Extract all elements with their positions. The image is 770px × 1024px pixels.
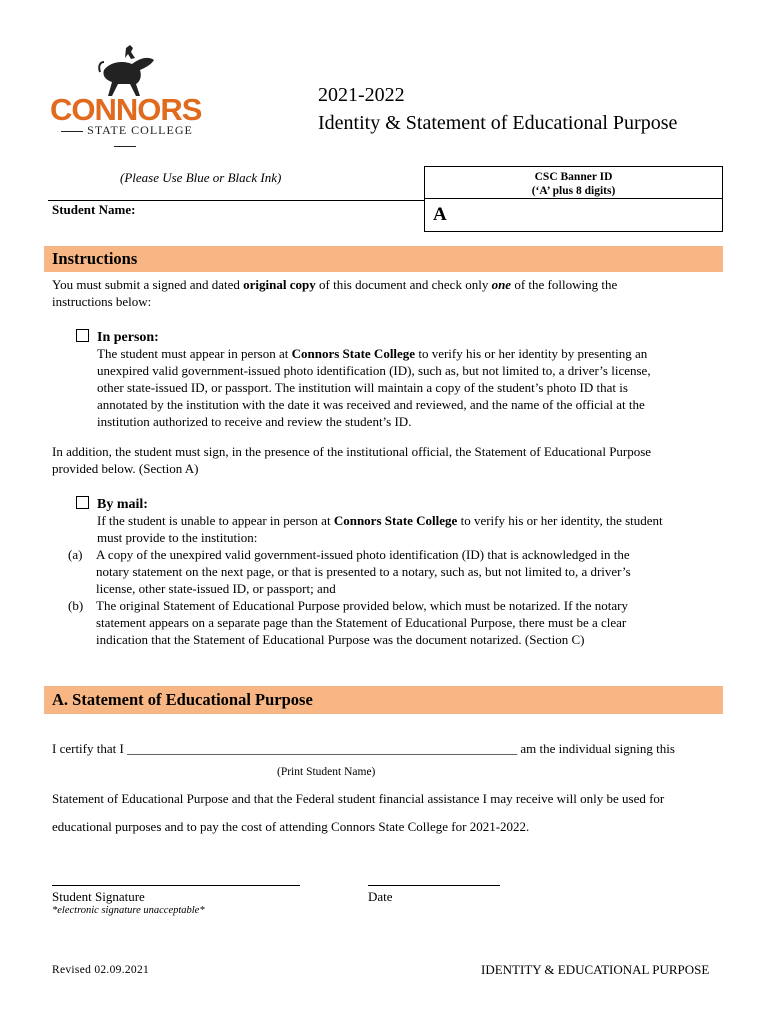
instructions-header bbox=[44, 246, 723, 272]
ink-note: (Please Use Blue or Black Ink) bbox=[120, 170, 282, 185]
student-name-label: Student Name: bbox=[52, 202, 136, 217]
logo-name: CONNORS bbox=[50, 92, 202, 127]
certify-line: I certify that I ____________________________________________________________ am the individual signing this bbox=[52, 741, 675, 756]
in-person-checkbox[interactable] bbox=[76, 329, 89, 342]
instructions-intro: You must submit a signed and dated original copy of this document and check only one of the following the instructions below: bbox=[52, 277, 618, 309]
name-top-rule bbox=[48, 200, 424, 201]
statement-text: Statement of Educational Purpose and that the Federal student financial assistance I may receive will only be used for educational purposes and to pay the cost of attending Connors State College for 2021-2022. bbox=[52, 791, 665, 834]
date-label: Date bbox=[368, 889, 393, 904]
in-person-heading: In person: bbox=[97, 330, 159, 345]
college-logo bbox=[50, 94, 210, 153]
print-name-field[interactable]: ____________________________________________________________ bbox=[127, 741, 518, 756]
by-mail-text: If the student is unable to appear in person at Connors State College to verify his or her identity, the student must provide to the institution: bbox=[97, 513, 663, 545]
logo-sub: STATE COLLEGE bbox=[50, 123, 200, 153]
banner-id-header bbox=[425, 167, 722, 199]
date-field[interactable] bbox=[368, 885, 500, 886]
section-a-title: A. Statement of Educational Purpose bbox=[52, 690, 313, 709]
signature-field[interactable] bbox=[52, 885, 300, 886]
banner-id-label: CSC Banner ID bbox=[534, 171, 613, 183]
print-name-caption: (Print Student Name) bbox=[277, 766, 376, 778]
section-a-header bbox=[44, 686, 723, 714]
in-person-text: The student must appear in person at Connors State College to verify his or her identity by presenting an unexpired valid government-issued photo identification (ID), such as, but not limited to, a driver’s license, other state-issued ID, or passport. The institution will maintain a copy of the student’s photo ID that is annotated by the institution with the date it was received and reviewed, and the name of the official at the institution authorized to receive and review the student’s ID. bbox=[97, 346, 651, 429]
addition-text: In addition, the student must sign, in the presence of the institutional official, the Statement of Educational Purpose provided below. (Section A) bbox=[52, 444, 652, 476]
instructions-title: Instructions bbox=[52, 249, 138, 268]
in-person-option[interactable] bbox=[76, 328, 159, 346]
signature-label: Student Signature bbox=[52, 889, 145, 904]
form-year: 2021-2022 bbox=[318, 84, 405, 106]
list-item: (a) A copy of the unexpired valid government-issued photo identification (ID) that is acknowledged in the notary statement on the next page, or that is presented to a notary, such as, but not limited to, a driver’s license, other state-issued ID, or passport; and bbox=[68, 547, 631, 596]
banner-id-box bbox=[424, 166, 723, 232]
by-mail-checkbox[interactable] bbox=[76, 496, 89, 509]
by-mail-option[interactable] bbox=[76, 495, 148, 513]
by-mail-heading: By mail: bbox=[97, 497, 148, 512]
banner-id-hint: (‘A’ plus 8 digits) bbox=[531, 185, 616, 197]
form-title: Identity & Statement of Educational Purpose bbox=[318, 112, 678, 134]
banner-id-field[interactable]: A bbox=[433, 204, 447, 225]
bronc-rider-icon bbox=[96, 44, 156, 98]
signature-note: *electronic signature unacceptable* bbox=[52, 905, 205, 916]
list-item: (b) The original Statement of Educational Purpose provided below, which must be notarized. If the notary statement appears on a separate page than the Statement of Educational Purpose, there must be a clear indication that the Statement of Educational Purpose was the document notarized. (Section C) bbox=[68, 598, 629, 647]
revised-date: Revised 02.09.2021 bbox=[52, 964, 150, 976]
footer-doc-name: IDENTITY & EDUCATIONAL PURPOSE bbox=[481, 962, 710, 977]
by-mail-list bbox=[68, 546, 728, 648]
